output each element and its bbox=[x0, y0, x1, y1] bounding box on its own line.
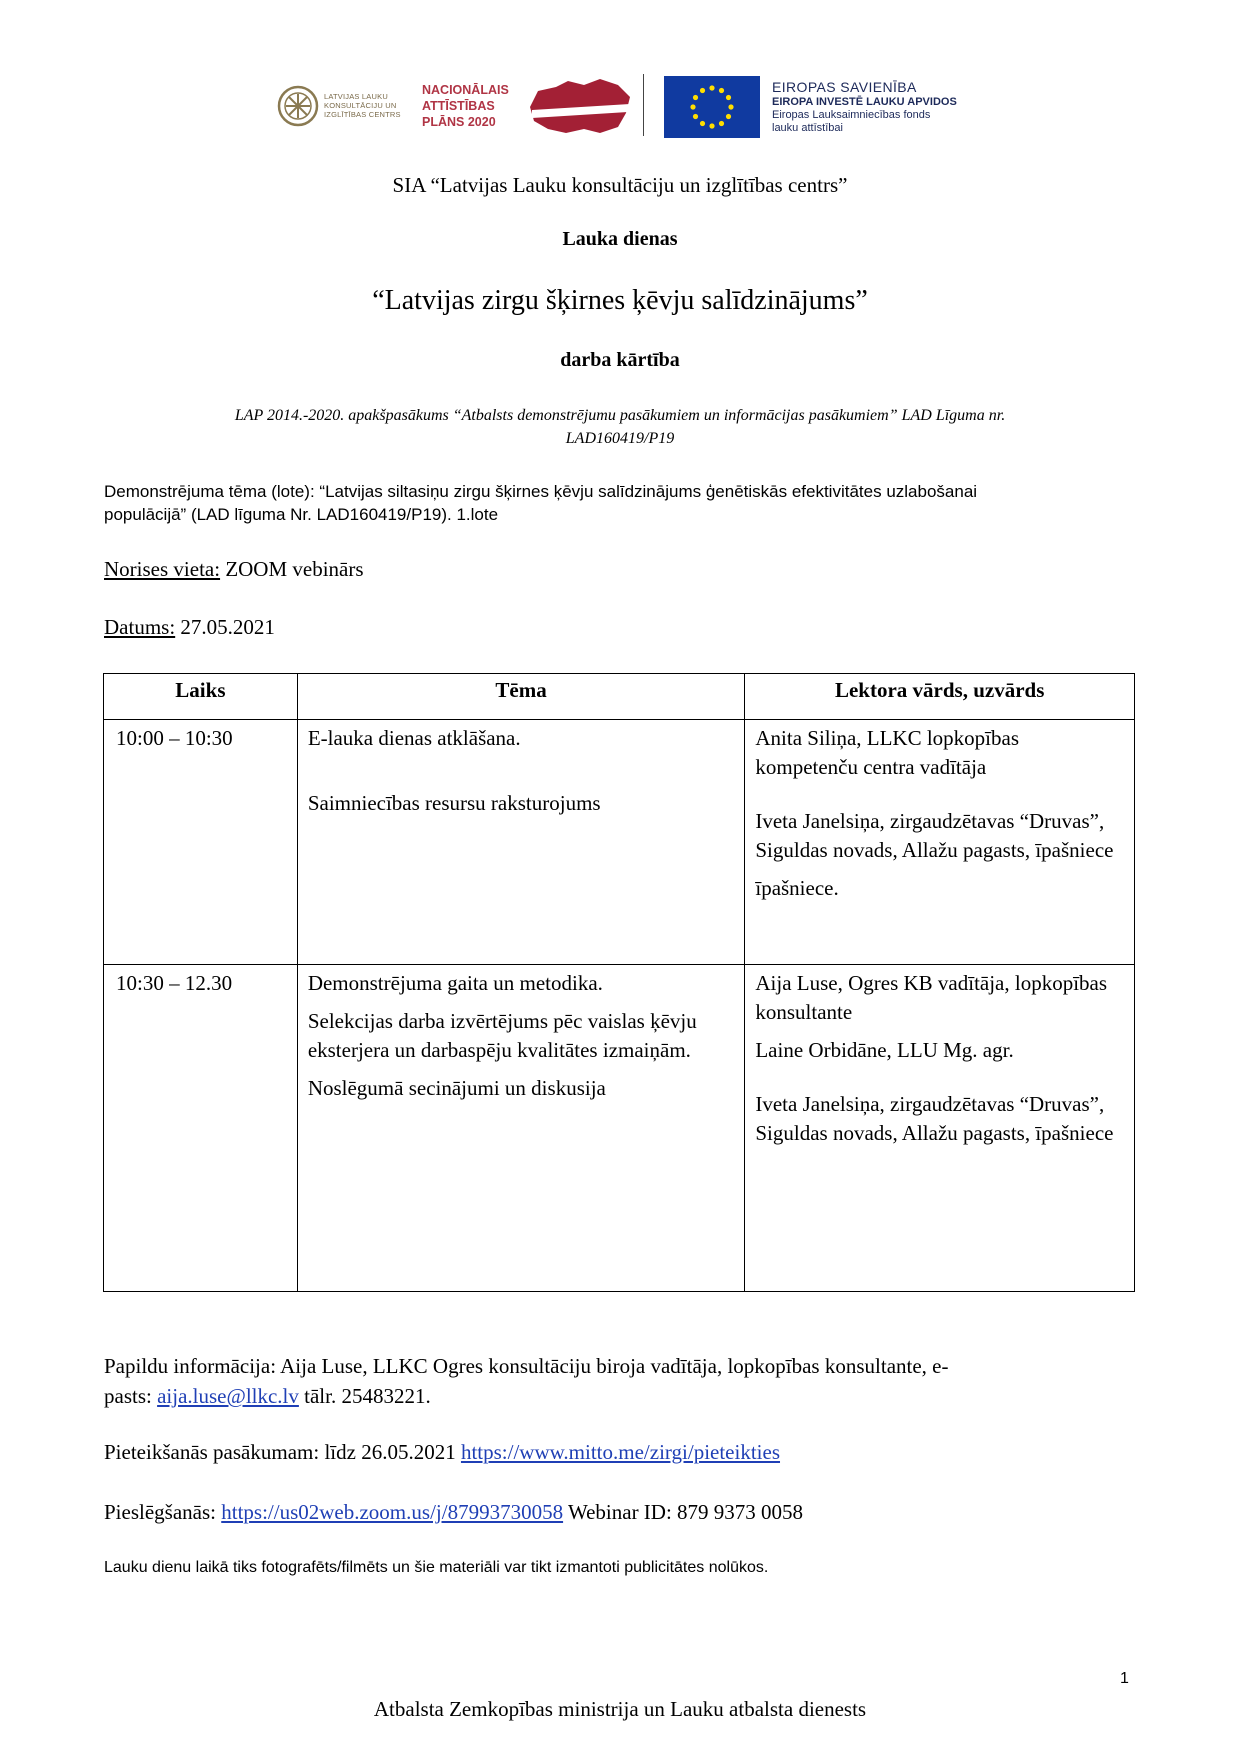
date-value: 27.05.2021 bbox=[175, 615, 275, 639]
venue-label: Norises vieta: bbox=[104, 557, 221, 581]
row-2-speakers bbox=[745, 965, 1135, 1292]
webinar-id: Webinar ID: 879 9373 0058 bbox=[563, 1500, 804, 1524]
demo-topic bbox=[104, 480, 1134, 526]
nap-line-2: ATTĪSTĪBAS bbox=[422, 99, 495, 113]
row-2-topic-3: Noslēgumā secinājumi un diskusija bbox=[307, 1076, 606, 1100]
info-line-1: Papildu informācija: Aija Luse, LLKC Ogres konsultāciju biroja vadītāja, lopkopības konsultante, e- bbox=[104, 1354, 949, 1378]
schedule-table bbox=[103, 673, 1135, 1292]
table-header-row bbox=[104, 674, 1135, 720]
row-1-topic-1: E-lauka dienas atklāšana. bbox=[307, 726, 521, 750]
header-time: Laiks bbox=[104, 674, 298, 720]
email-link[interactable]: aija.luse@llkc.lv bbox=[157, 1384, 299, 1408]
row-2-speaker-3: Iveta Janelsiņa, zirgaudzētavas “Druvas”, Siguldas novads, Allažu pagasts, īpašniece bbox=[755, 1092, 1114, 1145]
row-2-speaker-1: Aija Luse, Ogres KB vadītāja, lopkopības konsultante bbox=[755, 971, 1108, 1024]
table-row bbox=[104, 720, 1135, 965]
program-note bbox=[150, 404, 1090, 450]
zoom-link[interactable]: https://us02web.zoom.us/j/87993730058 bbox=[221, 1500, 564, 1524]
llkc-logo bbox=[276, 82, 426, 132]
connect-label: Pieslēgšanās: bbox=[104, 1500, 222, 1524]
agenda-label: darba kārtība bbox=[560, 349, 680, 371]
page-footer: Atbalsta Zemkopības ministrija un Lauku atbalsta dienests bbox=[373, 1697, 867, 1721]
program-note-line-1: LAP 2014.-2020. apakšpasākums “Atbalsts demonstrējumu pasākumiem un informācijas pasākumiem” LAD Līguma nr. bbox=[234, 407, 1006, 424]
event-title: “Latvijas zirgu šķirnes ķēvju salīdzinājums” bbox=[372, 285, 868, 316]
row-1-speaker-3: īpašniece. bbox=[755, 876, 839, 900]
eu-text-block bbox=[772, 78, 982, 135]
info-prefix: pasts: bbox=[104, 1384, 158, 1408]
eu-fund-line2: lauku attīstībai bbox=[772, 122, 843, 134]
eu-flag-icon bbox=[664, 76, 760, 138]
program-note-line-2: LAD160419/P19 bbox=[565, 430, 675, 447]
row-1-time: 10:00 – 10:30 bbox=[104, 720, 298, 965]
header-speaker: Lektora vārds, uzvārds bbox=[745, 674, 1135, 720]
registration-label: Pieteikšanās pasākumam: līdz 26.05.2021 bbox=[104, 1440, 461, 1464]
page-number: 1 bbox=[1120, 1670, 1129, 1687]
logo-strip bbox=[276, 74, 976, 144]
nap-logo bbox=[422, 82, 522, 130]
eu-fund-line1: Eiropas Lauksaimniecības fonds bbox=[772, 109, 931, 121]
nap-line-1: NACIONĀLAIS bbox=[422, 83, 509, 97]
llkc-logo-text: LATVIJAS LAUKU KONSULTĀCIJU UN IZGLĪTĪBAS CENTRS bbox=[324, 92, 401, 119]
row-2-topics bbox=[297, 965, 745, 1292]
eu-subtitle: EIROPA INVESTĒ LAUKU APVIDOS bbox=[772, 96, 957, 108]
date-line bbox=[104, 615, 1134, 640]
info-block bbox=[104, 1351, 1134, 1411]
venue-line bbox=[104, 557, 1134, 582]
row-1-speaker-1a: Anita Siliņa, LLKC lopkopības bbox=[755, 726, 1020, 750]
header-topic: Tēma bbox=[297, 674, 745, 720]
nap-line-3: PLĀNS 2020 bbox=[422, 115, 496, 129]
table-row bbox=[104, 965, 1135, 1292]
info-suffix: tālr. 25483221. bbox=[298, 1384, 431, 1408]
row-1-speaker-1b: kompetenču centra vadītāja bbox=[755, 755, 987, 779]
row-1-speakers bbox=[745, 720, 1135, 965]
publicity-footnote: Lauku dienu laikā tiks fotografēts/filmēts un šie materiāli var tikt izmantoti publicitātes nolūkos. bbox=[104, 1559, 769, 1576]
venue-value: ZOOM vebinārs bbox=[220, 557, 364, 581]
demo-topic-line-1: Demonstrējuma tēma (lote): “Latvijas siltasiņu zirgu šķirnes ķēvju salīdzinājums ģenētiskās efektivitātes uzlabošanai bbox=[104, 482, 978, 501]
connect-line bbox=[104, 1500, 1134, 1525]
llkc-emblem-icon bbox=[276, 84, 320, 128]
registration-line bbox=[104, 1440, 1134, 1465]
date-label: Datums: bbox=[104, 615, 176, 639]
demo-topic-line-2: populācijā” (LAD līguma Nr. LAD160419/P19). 1.lote bbox=[104, 505, 499, 524]
row-2-time: 10:30 – 12.30 bbox=[104, 965, 298, 1292]
row-1-speaker-2: Iveta Janelsiņa, zirgaudzētavas “Druvas”, Siguldas novads, Allažu pagasts, īpašniece bbox=[755, 809, 1114, 862]
info-line-2 bbox=[104, 1381, 1134, 1411]
event-type: Lauka dienas bbox=[562, 228, 678, 250]
eu-title: EIROPAS SAVIENĪBA bbox=[772, 79, 917, 95]
organization-name: SIA “Latvijas Lauku konsultāciju un izglītības centrs” bbox=[392, 173, 848, 197]
latvia-map-icon bbox=[526, 77, 636, 137]
logo-divider bbox=[643, 74, 644, 136]
row-2-topic-1: Demonstrējuma gaita un metodika. bbox=[307, 971, 603, 995]
row-1-topics bbox=[297, 720, 745, 965]
row-2-topic-2: Selekcijas darba izvērtējums pēc vaislas ķēvju eksterjera un darbaspēju kvalitātes izmaiņām. bbox=[307, 1009, 697, 1062]
registration-link[interactable]: https://www.mitto.me/zirgi/pieteikties bbox=[460, 1440, 781, 1464]
row-2-speaker-2: Laine Orbidāne, LLU Mg. agr. bbox=[755, 1038, 1014, 1062]
row-1-topic-2: Saimniecības resursu raksturojums bbox=[307, 791, 601, 815]
